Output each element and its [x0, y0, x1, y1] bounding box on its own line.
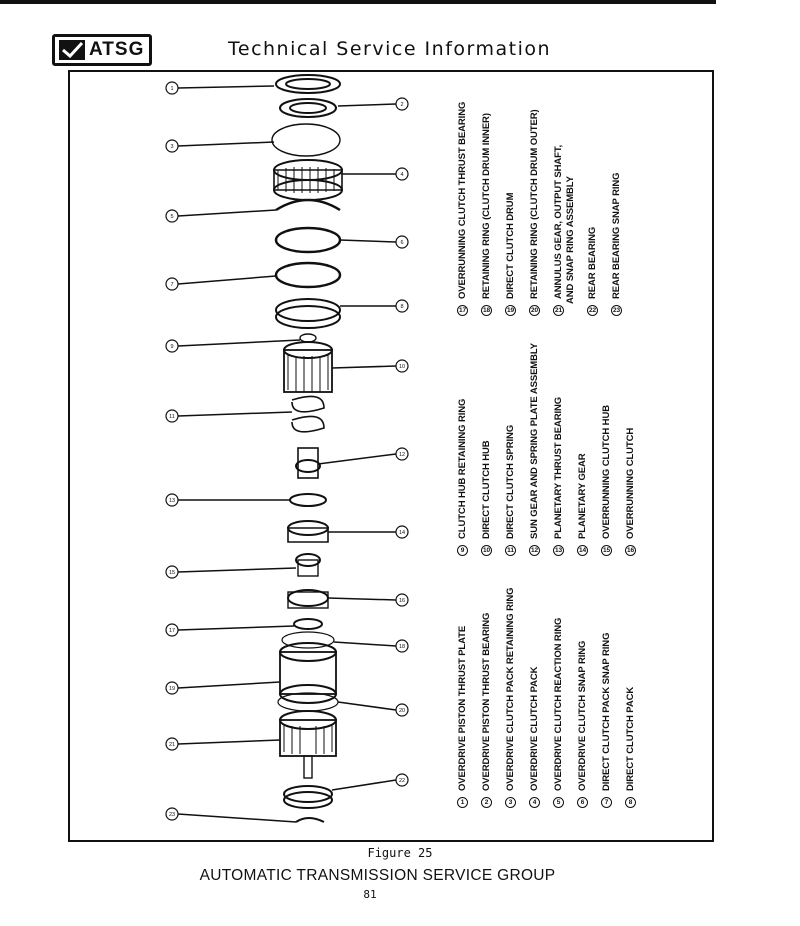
- legend-item: 19 DIRECT CLUTCH DRUM: [505, 192, 516, 314]
- callout-21: 21: [168, 742, 176, 748]
- callout-15: 15: [168, 570, 176, 576]
- part-hub-ring: [300, 334, 316, 342]
- callout-8: 8: [400, 304, 404, 310]
- legend-item: 9 CLUTCH HUB RETAINING RING: [457, 398, 468, 554]
- callout-19: 19: [168, 686, 176, 692]
- exploded-parts-diagram: [68, 70, 448, 840]
- legend-item: 6 OVERDRIVE CLUTCH SNAP RING: [577, 640, 588, 806]
- callout-20: 20: [398, 708, 406, 714]
- callout-3: 3: [170, 144, 174, 150]
- page-number: 81: [363, 888, 377, 901]
- figure-caption: Figure 25: [367, 846, 433, 860]
- legend-item: 2 OVERDRIVE PISTON THRUST BEARING: [481, 612, 492, 806]
- legend-item: 20 RETAINING RING (CLUTCH DRUM OUTER): [529, 109, 540, 314]
- callout-9: 9: [170, 344, 174, 350]
- callout-23: 23: [168, 812, 176, 818]
- part-thrust-bearing-17: [294, 619, 322, 629]
- part-retaining-ring-3: [272, 124, 340, 156]
- legend-item: 17 OVERRUNNING CLUTCH THRUST BEARING: [457, 101, 468, 314]
- callout-4: 4: [400, 172, 404, 178]
- callout-12: 12: [398, 452, 406, 458]
- callout-13: 13: [168, 498, 176, 504]
- part-clutch-spring: [292, 396, 324, 431]
- legend-item: 18 RETAINING RING (CLUTCH DRUM INNER): [481, 113, 492, 314]
- part-snap-ring-7: [276, 263, 340, 287]
- callout-6: 6: [400, 240, 404, 246]
- legend-item: 15 OVERRUNNING CLUTCH HUB: [601, 405, 612, 554]
- legend-item: 14 PLANETARY GEAR: [577, 453, 588, 554]
- legend-item: 1 OVERDRIVE PISTON THRUST PLATE: [457, 625, 468, 806]
- callout-18: 18: [398, 644, 406, 650]
- legend-item: 16 OVERRUNNING CLUTCH: [625, 427, 636, 554]
- callout-14: 14: [398, 530, 406, 536]
- atsg-logo: [52, 34, 152, 66]
- callout-2: 2: [400, 102, 404, 108]
- legend-item: 10 DIRECT CLUTCH HUB: [481, 440, 492, 554]
- legend-item: 13 PLANETARY THRUST BEARING: [553, 396, 564, 554]
- callout-16: 16: [398, 598, 406, 604]
- part-reaction-ring: [276, 200, 340, 210]
- callout-1: 1: [170, 86, 174, 92]
- checkmark-icon: [59, 40, 85, 60]
- legend-item: 12 SUN GEAR AND SPRING PLATE ASSEMBLY: [529, 343, 540, 554]
- legend-item: 21 ANNULUS GEAR, OUTPUT SHAFT,: [553, 144, 564, 314]
- callout-5: 5: [170, 214, 174, 220]
- callout-11: 11: [169, 414, 175, 420]
- top-rule: [0, 0, 716, 4]
- legend-item: 3 OVERDRIVE CLUTCH PACK RETAINING RING: [505, 587, 516, 806]
- legend-item: 7 DIRECT CLUTCH PACK SNAP RING: [601, 632, 612, 806]
- legend-item: 8 DIRECT CLUTCH PACK: [625, 686, 636, 806]
- part-sun-gear: [298, 448, 318, 478]
- page-title: Technical Service Information: [228, 38, 552, 60]
- logo-text: ATSG: [89, 39, 145, 60]
- part-snap-ring-6: [276, 228, 340, 252]
- callout-10: 10: [398, 364, 406, 370]
- part-planetary-bearing: [290, 494, 326, 506]
- callout-7: 7: [170, 282, 174, 288]
- legend-item: 5 OVERDRIVE CLUTCH REACTION RING: [553, 617, 564, 806]
- callout-17: 17: [168, 628, 176, 634]
- legend-item: 22 REAR BEARING: [587, 226, 598, 314]
- legend-item: 11 DIRECT CLUTCH SPRING: [505, 424, 516, 554]
- legend-item: 4 OVERDRIVE CLUTCH PACK: [529, 666, 540, 806]
- part-rear-snap-ring: [296, 818, 324, 822]
- footer-title: AUTOMATIC TRANSMISSION SERVICE GROUP: [199, 867, 556, 884]
- callout-22: 22: [398, 778, 406, 784]
- part-thrust-bearing: [280, 99, 336, 117]
- legend-item-continued: AND SNAP RING ASSEMBLY: [565, 176, 576, 304]
- legend-item: 23 REAR BEARING SNAP RING: [611, 172, 622, 314]
